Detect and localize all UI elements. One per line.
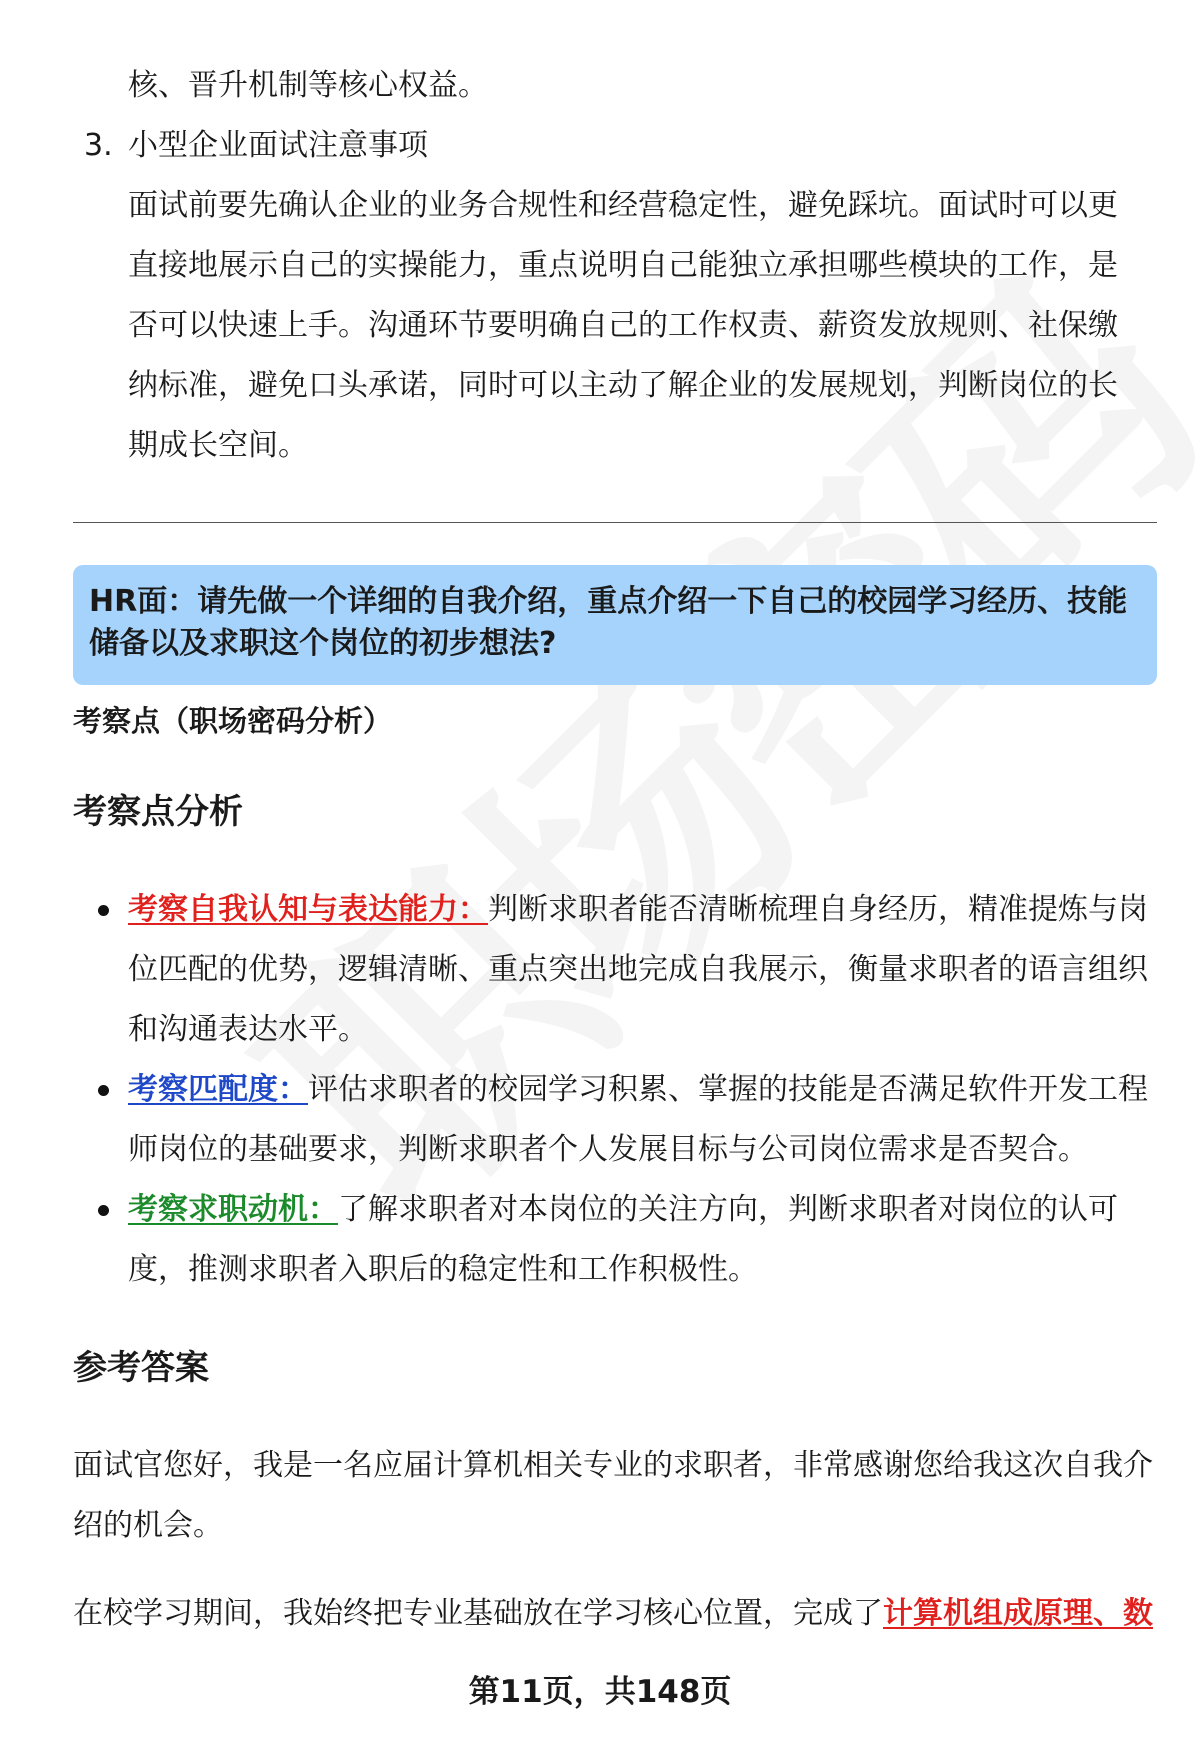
answer-heading: 参考答案 — [73, 1348, 209, 1388]
bullet-icon — [98, 1205, 109, 1216]
question-box — [73, 565, 1157, 685]
analysis-keyword: 考察求职动机： — [128, 1192, 338, 1227]
divider — [73, 522, 1157, 523]
analysis-text: 评估求职者的校园学习积累、掌握的技能是否满足软件开发工程师岗位的基础要求，判断求职者个人发展目标与公司岗位需求是否契合。 — [128, 1072, 1148, 1167]
list-item-paragraph: 面试前要先确认企业的业务合规性和经营稳定性，避免踩坑。面试时可以更直接地展示自己的实操能力，重点说明自己能独立承担哪些模块的工作，是否可以快速上手。沟通环节要明确自己的工作权责、薪资发放规则、社保缴纳标准，避免口头承诺，同时可以主动了解企业的发展规划，判断岗位的长期成长空间。 — [128, 188, 1118, 463]
page-number: 第11页，共148页 — [468, 1674, 732, 1710]
list-number: 3. — [84, 128, 113, 163]
answer-paragraph: 面试官您好，我是一名应届计算机相关专业的求职者，非常感谢您给我这次自我介绍的机会。 — [73, 1448, 1153, 1543]
analysis-item — [128, 1060, 1148, 1180]
analysis-keyword: 考察自我认知与表达能力： — [128, 892, 488, 927]
analysis-keyword: 考察匹配度： — [128, 1072, 308, 1107]
analysis-subtitle: 考察点（职场密码分析） — [73, 704, 393, 738]
analysis-item — [128, 880, 1148, 1060]
question-text: HR面：请先做一个详细的自我介绍，重点介绍一下自己的校园学习经历、技能储备以及求职这个岗位的初步想法? — [89, 584, 1128, 661]
analysis-list — [128, 880, 1148, 1300]
bullet-icon — [98, 905, 109, 916]
answer-text: 在校学习期间，我始终把专业基础放在学习核心位置，完成了 — [73, 1596, 883, 1631]
analysis-text: 了解求职者对本岗位的关注方向，判断求职者对岗位的认可度，推测求职者入职后的稳定性和工作积极性。 — [128, 1192, 1118, 1287]
bullet-icon — [98, 1085, 109, 1096]
answer-paragraph — [73, 1584, 1163, 1644]
analysis-item — [128, 1180, 1148, 1300]
continuation-line: 核、晋升机制等核心权益。 — [128, 68, 488, 103]
answer-keyword: 计算机组成原理、数 — [883, 1596, 1153, 1631]
analysis-text: 判断求职者能否清晰梳理自身经历，精准提炼与岗位匹配的优势，逻辑清晰、重点突出地完成自我展示，衡量求职者的语言组织和沟通表达水平。 — [128, 892, 1148, 1047]
analysis-heading: 考察点分析 — [73, 792, 243, 832]
list-item-title: 小型企业面试注意事项 — [128, 128, 428, 163]
